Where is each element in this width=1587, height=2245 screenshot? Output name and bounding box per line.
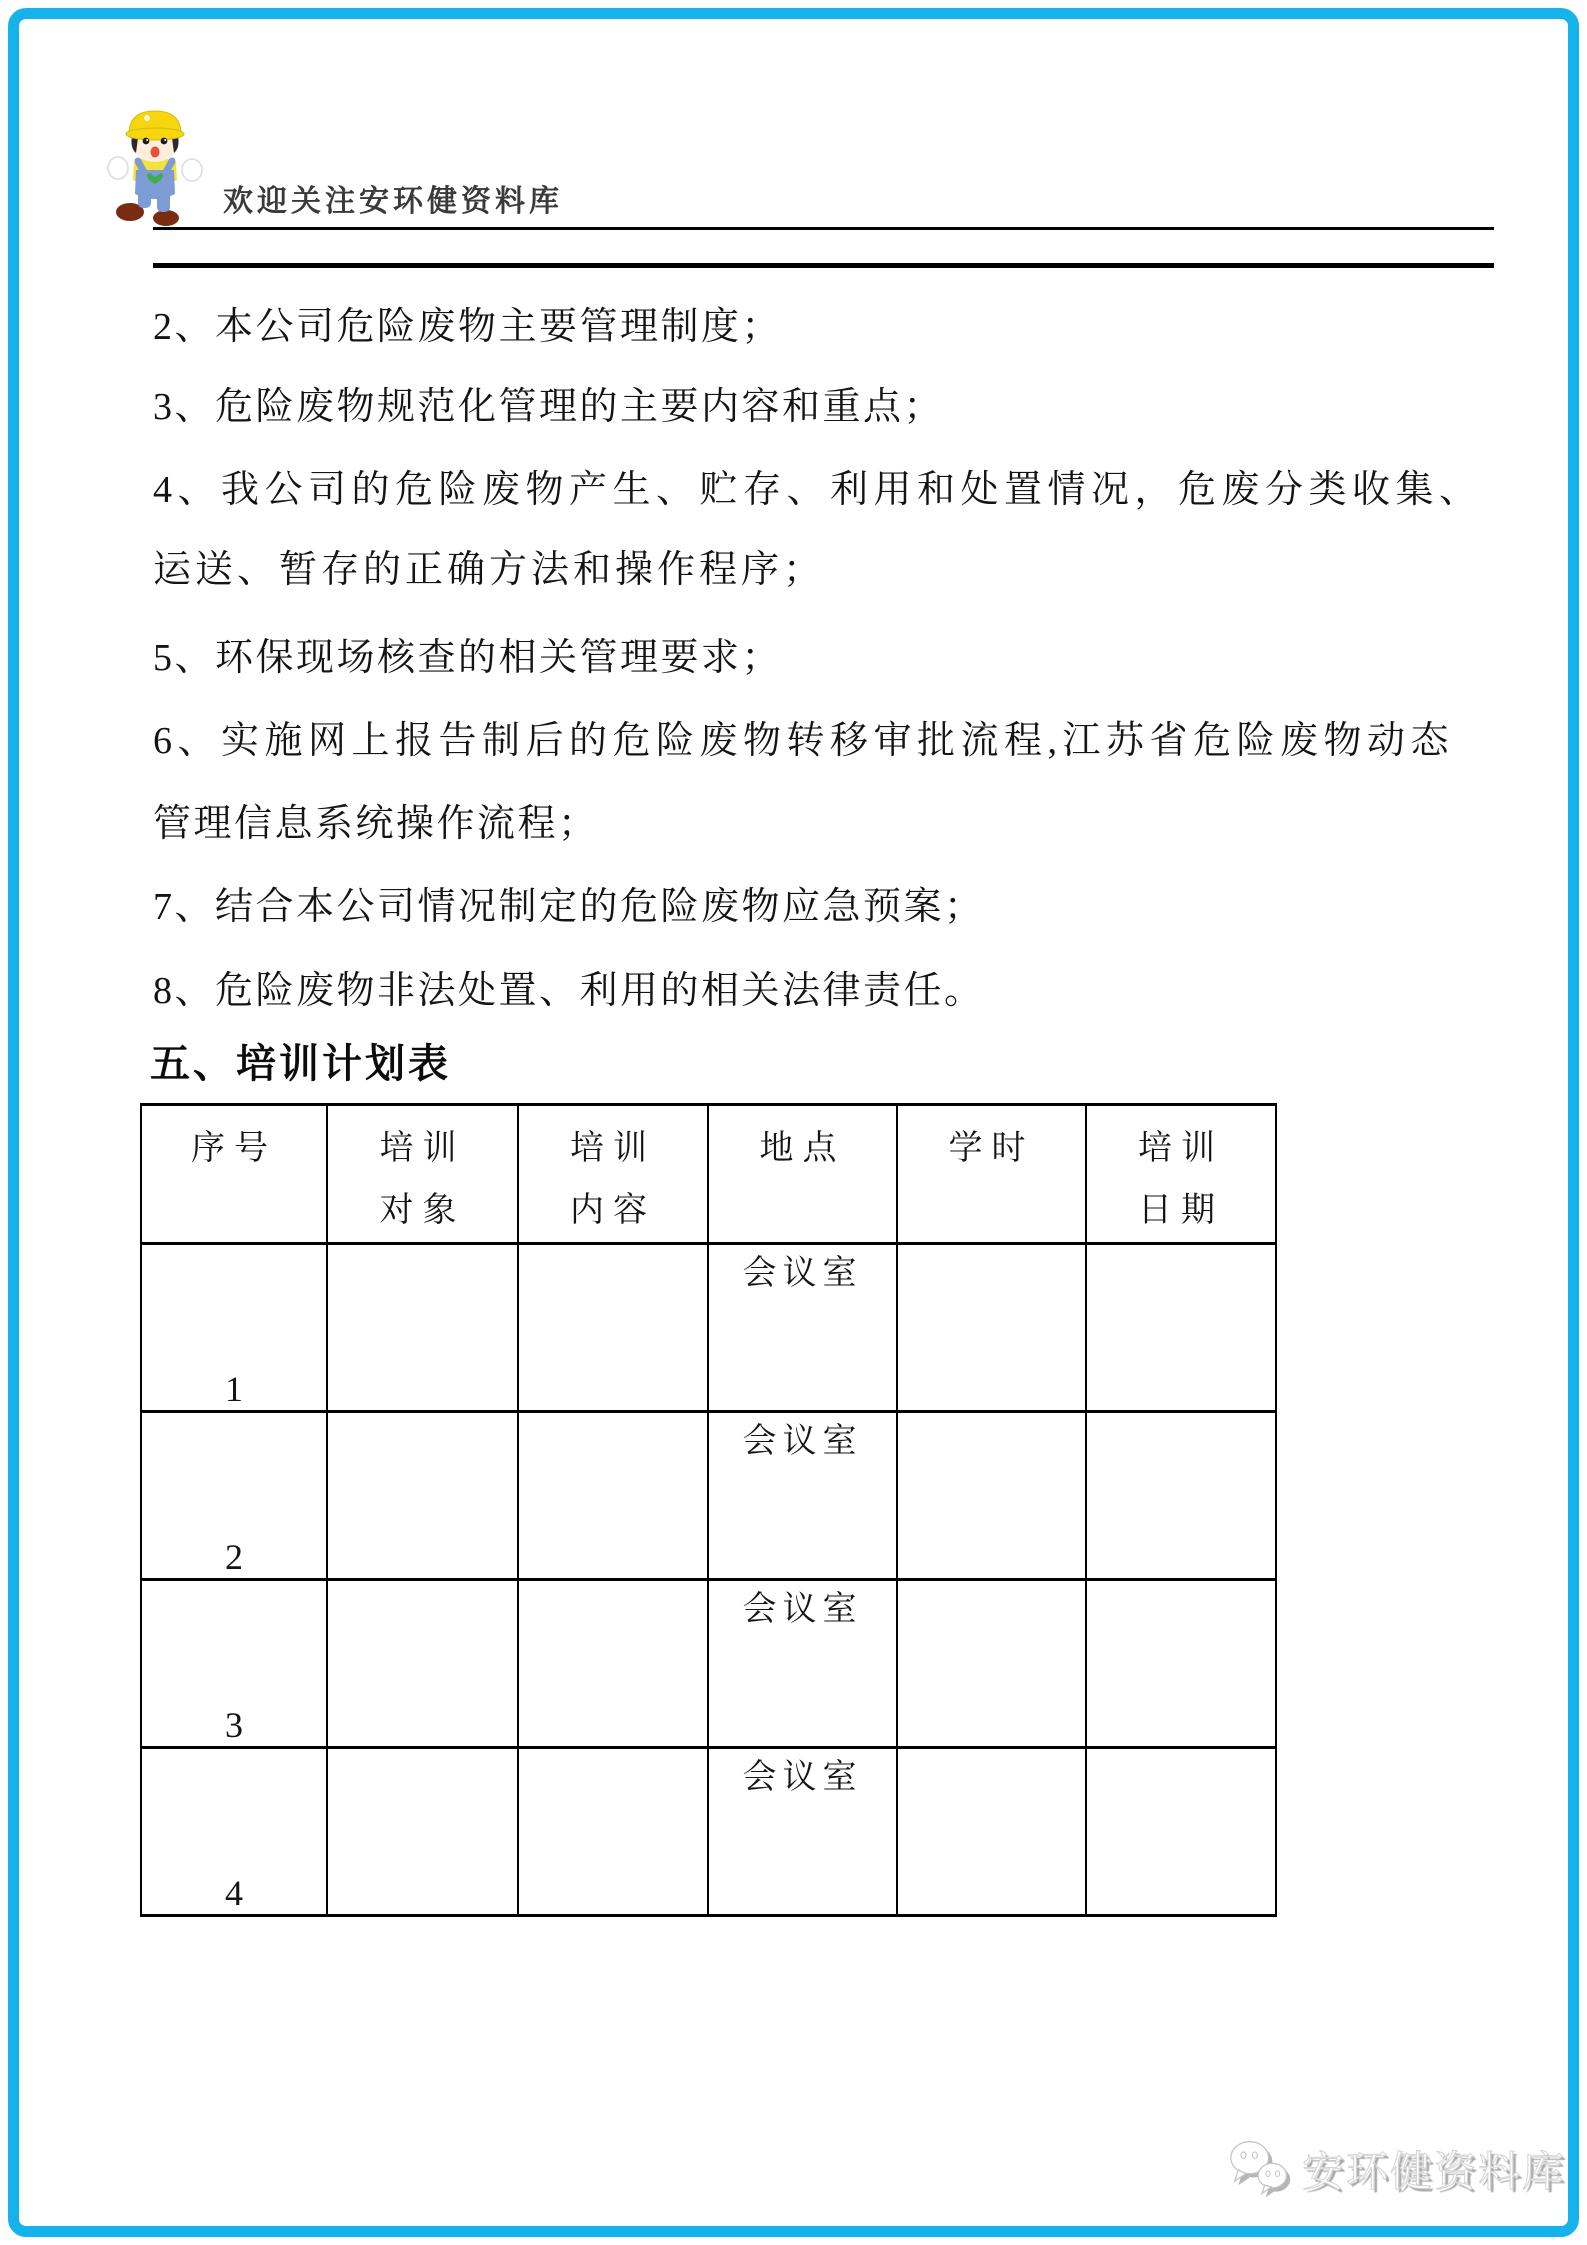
cell-location: 会议室 (708, 1580, 897, 1748)
body-line: 管理信息系统操作流程； (153, 803, 599, 845)
footer-brand-text: 安环健资料库 (1302, 2148, 1567, 2195)
header-cell-location: 地点 (708, 1105, 897, 1244)
safety-worker-mascot-icon (105, 104, 205, 226)
table-row (141, 1748, 1276, 1916)
cell-no: 3 (141, 1580, 327, 1748)
body-line: 6、实施网上报告制后的危险废物转移审批流程,江苏省危险废物动态 (153, 720, 1455, 762)
cell-location: 会议室 (708, 1244, 897, 1412)
cell-content (518, 1748, 708, 1916)
cell-content (518, 1244, 708, 1412)
table-row (141, 1412, 1276, 1580)
cell-date (1086, 1580, 1276, 1748)
body-line: 4、我公司的危险废物产生、贮存、利用和处置情况，危废分类收集、 (153, 469, 1483, 511)
section-heading: 五、培训计划表 (150, 1042, 451, 1086)
cell-hours (897, 1748, 1086, 1916)
cell-hours (897, 1244, 1086, 1412)
header-cell-target: 培训 对象 (327, 1105, 518, 1244)
cell-date (1086, 1412, 1276, 1580)
cell-location: 会议室 (708, 1412, 897, 1580)
cell-no: 1 (141, 1244, 327, 1412)
body-line: 运送、暂存的正确方法和操作程序； (153, 549, 826, 591)
body-line: 2、本公司危险废物主要管理制度； (153, 306, 783, 348)
cell-content (518, 1580, 708, 1748)
cell-hours (897, 1412, 1086, 1580)
table-row (141, 1244, 1276, 1412)
cell-target (327, 1580, 518, 1748)
cell-no: 4 (141, 1748, 327, 1916)
body-line: 5、环保现场核查的相关管理要求； (153, 637, 783, 679)
cell-location: 会议室 (708, 1748, 897, 1916)
cell-date (1086, 1244, 1276, 1412)
cell-no: 2 (141, 1412, 327, 1580)
cell-hours (897, 1580, 1086, 1748)
cell-target (327, 1748, 518, 1916)
banner-text: 欢迎关注安环健资料库 (223, 185, 563, 218)
horizontal-rule-thin (153, 227, 1494, 230)
cell-target (327, 1412, 518, 1580)
body-line: 3、危险废物规范化管理的主要内容和重点； (153, 386, 945, 428)
header-cell-content: 培训 内容 (518, 1105, 708, 1244)
header-cell-date: 培训 日期 (1086, 1105, 1276, 1244)
wechat-icon (1228, 2138, 1294, 2200)
body-line: 8、危险废物非法处置、利用的相关法律责任。 (153, 970, 985, 1012)
footer-brand (1228, 2138, 1566, 2200)
horizontal-rule-thick (153, 263, 1494, 268)
table-row (141, 1580, 1276, 1748)
cell-target (327, 1244, 518, 1412)
header-cell-no: 序号 (141, 1105, 327, 1244)
training-plan-table (140, 1103, 1277, 1917)
body-line: 7、结合本公司情况制定的危险废物应急预案； (153, 886, 985, 928)
table-header-row (141, 1105, 1276, 1244)
header-cell-hours: 学时 (897, 1105, 1086, 1244)
cell-date (1086, 1748, 1276, 1916)
cell-content (518, 1412, 708, 1580)
